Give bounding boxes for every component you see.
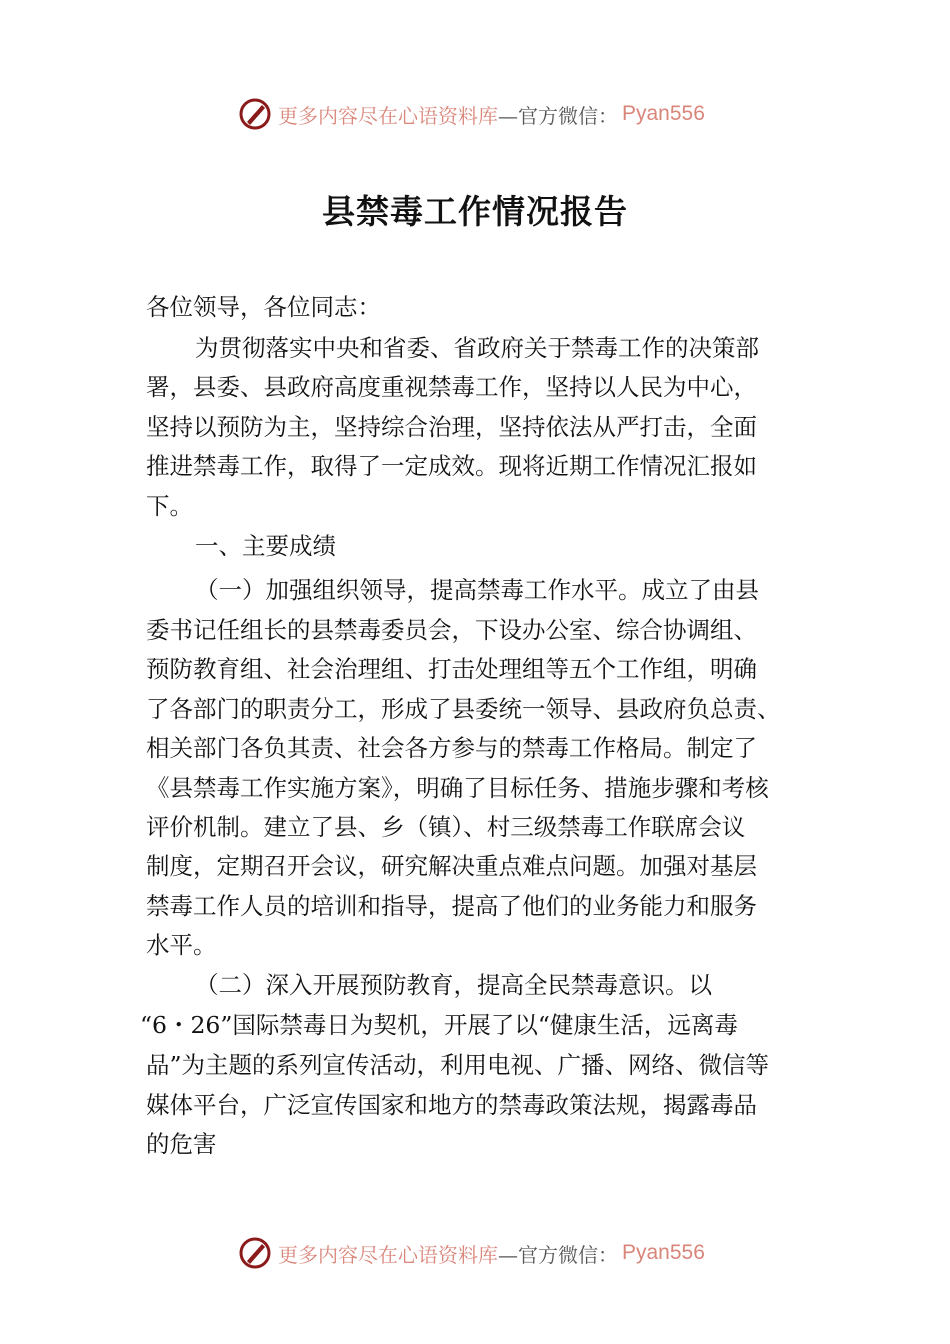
watermark-id: Pyan556 (622, 1241, 705, 1264)
watermark-id: Pyan556 (622, 102, 705, 125)
text-line: 推进禁毒工作，取得了一定成效。现将近期工作情况汇报如 (146, 452, 757, 480)
text-line: 品”为主题的系列宣传活动，利用电视、广播、网络、微信等 (146, 1051, 770, 1079)
text-line: 为贯彻落实中央和省委、省政府关于禁毒工作的决策部 (195, 334, 759, 362)
text-line: 预防教育组、社会治理组、打击处理组等五个工作组，明确 (146, 655, 757, 683)
text-line: 委书记任组长的县禁毒委员会，下设办公室、综合协调组、 (146, 616, 757, 644)
text-line: 一、主要成绩 (195, 532, 336, 560)
text-line: 各位领导，各位同志： (146, 293, 381, 321)
text-line: 相关部门各负其责、社会各方参与的禁毒工作格局。制定了 (146, 734, 757, 762)
watermark-text: 更多内容尽在心语资料库 (278, 103, 498, 128)
text-line: 媒体平台，广泛宣传国家和地方的禁毒政策法规，揭露毒品 (146, 1091, 757, 1119)
text-line: 制度，定期召开会议，研究解决重点难点问题。加强对基层 (146, 852, 757, 880)
pen-logo-icon (238, 1236, 272, 1270)
text-line: 禁毒工作人员的培训和指导，提高了他们的业务能力和服务 (146, 892, 757, 920)
watermark-footer (238, 1235, 705, 1271)
text-line: 《县禁毒工作实施方案》，明确了目标任务、措施步骤和考核 (146, 774, 769, 802)
text-line: 的危害 (146, 1130, 217, 1158)
pen-logo-icon (238, 97, 272, 131)
text-line: 了各部门的职责分工，形成了县委统一领导、县政府负总责、 (146, 695, 781, 723)
text-line: 下。 (146, 492, 193, 520)
page-title: 县禁毒工作情况报告 (322, 192, 628, 231)
text-line: （二）深入开展预防教育，提高全民禁毒意识。以 (195, 971, 712, 999)
text-line: 坚持以预防为主，坚持综合治理，坚持依法从严打击，全面 (146, 413, 757, 441)
watermark-text: 更多内容尽在心语资料库 (278, 1242, 498, 1267)
text-line: 署，县委、县政府高度重视禁毒工作，坚持以人民为中心， (146, 373, 757, 401)
text-line: 水平。 (146, 931, 217, 959)
watermark-dash: —官方微信： (498, 1242, 618, 1267)
text-line: （一）加强组织领导，提高禁毒工作水平。成立了由县 (195, 576, 759, 604)
watermark-header (238, 96, 705, 132)
watermark-dash: —官方微信： (498, 103, 618, 128)
text-line: 评价机制。建立了县、乡（镇）、村三级禁毒工作联席会议 (146, 813, 746, 841)
text-line: “6・26”国际禁毒日为契机，开展了以“健康生活，远离毒 (140, 1011, 738, 1039)
